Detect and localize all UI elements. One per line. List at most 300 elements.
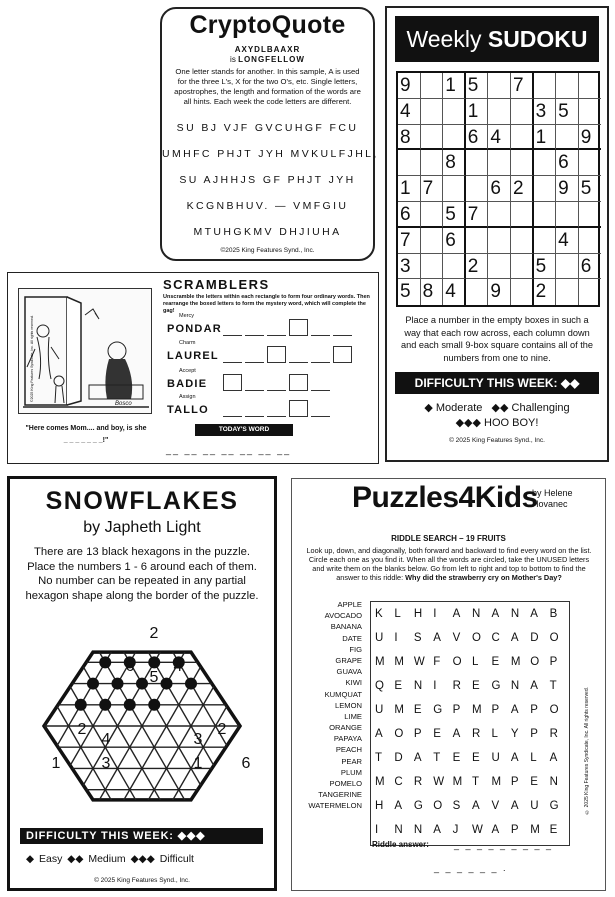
- snowflakes-copyright: © 2025 King Features Synd., Inc.: [94, 877, 190, 884]
- word-search-letter[interactable]: N: [394, 824, 403, 836]
- scrambler-boxed-blank[interactable]: [289, 400, 308, 417]
- sudoku-cell[interactable]: [534, 228, 557, 254]
- word-search-letter[interactable]: E: [472, 680, 480, 692]
- level-moderate: ◆ Moderate: [424, 402, 483, 415]
- scrambler-boxed-blank[interactable]: [267, 346, 286, 363]
- scrambler-hint: Charm: [179, 340, 196, 346]
- snowflake-number: 1: [193, 755, 203, 772]
- word-search-letter[interactable]: T: [472, 776, 480, 788]
- word-search-letter[interactable]: I: [433, 680, 437, 692]
- word-search-grid: [370, 601, 570, 846]
- sudoku-cell[interactable]: [511, 125, 534, 151]
- word-search-letter[interactable]: A: [510, 800, 519, 812]
- sudoku-cell[interactable]: [443, 254, 466, 280]
- author-line-2: Hovanec: [532, 499, 568, 509]
- cryptoquote-sample-answer: [162, 55, 373, 64]
- word-search-letter[interactable]: E: [491, 656, 500, 668]
- snowflakes-title: SNOWFLAKES: [45, 487, 239, 515]
- word-search-letter[interactable]: K: [375, 608, 383, 620]
- sudoku-cell[interactable]: [579, 150, 602, 176]
- word-search-letter[interactable]: H: [375, 800, 384, 812]
- scrambler-blank[interactable]: [245, 374, 264, 391]
- sudoku-cell: 6: [556, 150, 579, 176]
- word-search-letter[interactable]: U: [491, 752, 500, 764]
- word-search-letter[interactable]: W: [413, 656, 425, 668]
- word-search-letter[interactable]: H: [413, 608, 423, 620]
- fruit-word: POMELO: [329, 779, 362, 788]
- sudoku-cell[interactable]: [466, 176, 489, 202]
- scrambler-blank[interactable]: [289, 346, 308, 363]
- snowflake-number: 6: [241, 755, 251, 772]
- sudoku-cell[interactable]: [466, 150, 489, 176]
- sudoku-cell[interactable]: [579, 279, 602, 305]
- sudoku-cell[interactable]: [421, 202, 444, 228]
- snowflakes-author: by Japheth Light: [83, 519, 201, 536]
- word-search-letter[interactable]: P: [549, 656, 558, 668]
- snowflake-number: 5: [149, 669, 159, 686]
- word-search-letter[interactable]: U: [375, 632, 384, 644]
- sudoku-cell[interactable]: [466, 279, 489, 305]
- word-search-letter[interactable]: G: [549, 800, 559, 812]
- word-search-letter[interactable]: C: [491, 632, 500, 644]
- word-search-letter[interactable]: G: [413, 800, 423, 812]
- scrambler-blank[interactable]: [267, 319, 286, 336]
- scrambler-blank[interactable]: [267, 400, 286, 417]
- sudoku-cell[interactable]: [488, 99, 511, 125]
- sudoku-title-light: Weekly: [406, 26, 482, 52]
- word-search-letter[interactable]: A: [530, 680, 538, 692]
- word-search-letter[interactable]: P: [530, 728, 538, 740]
- word-search-letter[interactable]: T: [549, 680, 557, 692]
- scrambler-boxed-blank[interactable]: [289, 319, 308, 336]
- word-search-letter[interactable]: R: [452, 680, 461, 692]
- snowflake-number: 2: [149, 626, 159, 642]
- word-search-letter[interactable]: P: [491, 704, 500, 716]
- snowflake-puzzle-grid: [20, 626, 264, 826]
- sudoku-cell: 2: [466, 254, 489, 280]
- scrambler-blank[interactable]: [311, 319, 330, 336]
- caption-text: "Here comes Mom.... and boy, is she: [25, 425, 147, 432]
- word-search-letter[interactable]: B: [549, 608, 558, 620]
- word-search-letter[interactable]: O: [549, 704, 559, 716]
- sudoku-cell: 4: [556, 228, 579, 254]
- word-search-letter[interactable]: A: [413, 752, 422, 764]
- sudoku-cell[interactable]: [556, 254, 579, 280]
- scramblers-caption: [16, 423, 156, 447]
- word-search-letter[interactable]: P: [510, 776, 519, 788]
- sudoku-cell[interactable]: [511, 202, 534, 228]
- sudoku-cell[interactable]: [488, 228, 511, 254]
- scramblers-title: SCRAMBLERS: [163, 277, 270, 292]
- word-search-letter[interactable]: L: [530, 752, 537, 764]
- word-search-letter[interactable]: O: [452, 656, 462, 668]
- puzzles4kids-title: Puzzles4Kids: [352, 481, 538, 514]
- word-search-row: [375, 677, 569, 701]
- sudoku-cell: 4: [398, 99, 421, 125]
- word-search-letter[interactable]: A: [510, 752, 519, 764]
- word-search-letter[interactable]: A: [510, 704, 519, 716]
- sudoku-cell: 8: [398, 125, 421, 151]
- sudoku-cell[interactable]: [556, 279, 579, 305]
- word-search-letter[interactable]: A: [530, 608, 538, 620]
- riddle-search-title: RIDDLE SEARCH – 19 FRUITS: [391, 534, 506, 543]
- word-search-letter[interactable]: U: [375, 704, 384, 716]
- word-search-letter[interactable]: D: [394, 752, 403, 764]
- fruit-word: LEMON: [334, 700, 362, 710]
- word-search-letter[interactable]: F: [433, 656, 441, 668]
- sudoku-cell: 6: [443, 228, 466, 254]
- word-search-letter[interactable]: E: [433, 728, 441, 740]
- sudoku-difficulty: DIFFICULTY THIS WEEK: ◆◆: [395, 372, 599, 394]
- word-search-letter[interactable]: Y: [510, 728, 519, 740]
- word-search-letter[interactable]: S: [413, 632, 422, 644]
- snowflakes-panel: [7, 476, 277, 891]
- sudoku-panel: [385, 6, 609, 462]
- sudoku-cell[interactable]: [443, 176, 466, 202]
- scrambler-blank[interactable]: [223, 346, 242, 363]
- word-search-letter[interactable]: U: [530, 800, 539, 812]
- sudoku-cell[interactable]: [556, 125, 579, 151]
- snowflake-number: 3: [101, 755, 111, 772]
- snowflake-number: 6: [125, 658, 135, 675]
- sample-is: is: [230, 55, 236, 64]
- word-search-letter[interactable]: O: [472, 632, 481, 644]
- word-search-letter[interactable]: A: [549, 752, 558, 764]
- sudoku-cell[interactable]: [488, 73, 511, 99]
- word-search-letter[interactable]: V: [491, 800, 500, 812]
- word-search-letter[interactable]: O: [394, 728, 404, 740]
- sudoku-cell: 2: [511, 176, 534, 202]
- sudoku-cell[interactable]: [398, 150, 421, 176]
- sudoku-title: [395, 16, 599, 62]
- word-search-letter[interactable]: M: [530, 824, 540, 836]
- sudoku-cell[interactable]: [421, 99, 444, 125]
- word-search-letter[interactable]: A: [394, 800, 403, 812]
- scrambler-blanks: [223, 319, 352, 336]
- sudoku-cell[interactable]: [511, 254, 534, 280]
- scrambler-hint: Mercy: [179, 313, 194, 319]
- word-search-letter[interactable]: C: [394, 776, 403, 788]
- word-search-letter[interactable]: M: [452, 776, 463, 788]
- word-search-letter[interactable]: M: [394, 656, 404, 668]
- word-search-letter[interactable]: L: [491, 728, 498, 740]
- riddle-answer-label: Riddle answer:: [372, 840, 429, 849]
- word-search-letter[interactable]: G: [491, 680, 501, 692]
- word-search-row: [375, 725, 569, 749]
- sudoku-cell: 7: [421, 176, 444, 202]
- sudoku-cell[interactable]: [511, 99, 534, 125]
- sudoku-cell: 1: [534, 125, 557, 151]
- sudoku-cell: 8: [421, 279, 444, 305]
- word-search-letter[interactable]: N: [549, 776, 558, 788]
- word-search-letter[interactable]: N: [472, 608, 481, 620]
- word-search-letter[interactable]: A: [452, 608, 461, 620]
- sudoku-cell: 7: [511, 73, 534, 99]
- fruit-word: AVOCADO: [324, 611, 362, 621]
- fruit-word: GRAPE: [335, 655, 362, 665]
- word-search-letter[interactable]: E: [472, 752, 480, 764]
- word-search-letter[interactable]: M: [375, 656, 385, 668]
- scrambler-blank[interactable]: [245, 400, 264, 417]
- word-search-letter[interactable]: R: [472, 728, 481, 740]
- word-search-letter[interactable]: A: [510, 632, 519, 644]
- word-search-letter[interactable]: M: [491, 776, 502, 788]
- black-hexagon-node: [136, 678, 148, 690]
- scrambler-blank[interactable]: [245, 319, 264, 336]
- snowflake-number: 1: [51, 755, 61, 772]
- fruit-word: TANGERINE: [318, 790, 362, 800]
- sudoku-instructions: Place a number in the empty boxes in such a way that each row across, each column down and each small 9-box square contains all of the numbers from one to nine.: [400, 315, 594, 363]
- scrambler-blank[interactable]: [223, 319, 242, 336]
- word-search-letter[interactable]: Q: [375, 680, 384, 692]
- fruit-word: FIG: [349, 644, 362, 654]
- sudoku-cell[interactable]: [421, 73, 444, 99]
- word-search-letter[interactable]: M: [394, 704, 404, 716]
- sudoku-cell: 6: [488, 176, 511, 202]
- scrambler-blanks: [223, 400, 330, 417]
- sudoku-cell: 7: [466, 202, 489, 228]
- sudoku-cell[interactable]: [534, 176, 557, 202]
- scrambler-boxed-blank[interactable]: [333, 346, 352, 363]
- cryptoquote-line: SU AJHHJS GF PHJT JYH: [179, 174, 356, 186]
- sudoku-cell: 5: [579, 176, 602, 202]
- sudoku-cell: 6: [579, 254, 602, 280]
- black-hexagon-node: [75, 699, 87, 711]
- snowflake-number: 2: [217, 721, 227, 738]
- fruit-word: PEACH: [335, 745, 362, 755]
- snowflakes-instructions: There are 13 black hexagons in the puzzle. Place the numbers 1 - 6 around each of them. No number can be repeated in any partial hexagon shape along the border of the puzzle.: [25, 546, 259, 602]
- scrambler-blank[interactable]: [223, 400, 242, 417]
- sudoku-cell: 9: [556, 176, 579, 202]
- sudoku-cell[interactable]: [421, 150, 444, 176]
- word-search-row: [375, 797, 569, 821]
- scrambler-blank[interactable]: [311, 346, 330, 363]
- scrambler-word: [163, 394, 375, 426]
- author-line-1: by Helene: [532, 488, 573, 498]
- sudoku-cell[interactable]: [556, 73, 579, 99]
- sudoku-cell[interactable]: [488, 202, 511, 228]
- scrambler-blank[interactable]: [245, 346, 264, 363]
- sudoku-cell[interactable]: [488, 254, 511, 280]
- snowflake-number: 3: [193, 731, 203, 748]
- sudoku-cell[interactable]: [579, 228, 602, 254]
- word-search-letter[interactable]: I: [375, 824, 379, 836]
- word-search-letter[interactable]: N: [413, 824, 423, 836]
- sudoku-cell[interactable]: [579, 202, 602, 228]
- scrambler-blank[interactable]: [311, 400, 330, 417]
- word-search-row: [375, 605, 569, 629]
- caption-blank: _ _ _ _ _ _ _!": [63, 437, 109, 444]
- riddle-answer-blanks-1[interactable]: _ _ _ _ _ _ _ _ _: [454, 840, 554, 850]
- word-search-letter[interactable]: R: [413, 776, 423, 788]
- cryptoquote-line: KCGNBHUV. — VMFGIU: [186, 200, 349, 212]
- word-search-row: [375, 629, 569, 653]
- riddle-answer-blanks-2[interactable]: _ _ _ _ _ _ .: [434, 863, 508, 873]
- scrambler-blank[interactable]: [311, 374, 330, 391]
- sudoku-cell[interactable]: [443, 125, 466, 151]
- snowflake-number: 4: [101, 731, 111, 748]
- word-search-letter[interactable]: W: [433, 776, 445, 788]
- word-search-letter[interactable]: D: [530, 632, 539, 644]
- word-search-letter[interactable]: M: [472, 704, 482, 716]
- cryptoquote-line: UMHFC PHJT JYH MVKULFJHL,: [162, 148, 379, 160]
- sudoku-cell: 3: [398, 254, 421, 280]
- sudoku-cell[interactable]: [466, 228, 489, 254]
- sudoku-cell[interactable]: [421, 125, 444, 151]
- word-search-letter[interactable]: E: [394, 680, 403, 692]
- scrambler-blanks: [223, 346, 352, 363]
- sudoku-title-bold: SUDOKU: [487, 26, 588, 52]
- fruit-word: PAPAYA: [333, 734, 362, 744]
- sudoku-cell: 5: [466, 73, 489, 99]
- word-search-letter[interactable]: E: [549, 824, 558, 836]
- sudoku-cell: 4: [443, 279, 466, 305]
- word-search-letter[interactable]: A: [472, 800, 480, 812]
- sudoku-cell: 7: [398, 228, 421, 254]
- black-hexagon-node: [148, 699, 160, 711]
- scrambler-jumble: BADIE: [167, 378, 208, 390]
- sudoku-cell: 5: [556, 99, 579, 125]
- snowflake-number: 4: [173, 658, 183, 675]
- word-search-letter[interactable]: O: [530, 656, 540, 668]
- word-search-letter[interactable]: N: [413, 680, 423, 692]
- sudoku-cell[interactable]: [488, 150, 511, 176]
- scrambler-blank[interactable]: [267, 374, 286, 391]
- word-search-letter[interactable]: J: [452, 824, 459, 836]
- cryptoquote-lines: [162, 115, 379, 245]
- puzzles4kids-author: [532, 488, 573, 510]
- sudoku-cell: 5: [443, 202, 466, 228]
- sudoku-cell: 6: [466, 125, 489, 151]
- black-hexagon-node: [87, 678, 99, 690]
- black-hexagon-node: [185, 678, 197, 690]
- puzzles4kids-panel: [291, 478, 606, 891]
- sample-answer: LONGFELLOW: [238, 55, 305, 64]
- word-search-letter[interactable]: P: [530, 704, 538, 716]
- sudoku-cell: 9: [488, 279, 511, 305]
- word-search-letter[interactable]: A: [375, 728, 383, 740]
- sudoku-cell[interactable]: [556, 202, 579, 228]
- lattice-line: [20, 626, 37, 826]
- word-search-letter[interactable]: M: [375, 776, 385, 788]
- word-search-letter[interactable]: E: [530, 776, 538, 788]
- word-search-letter[interactable]: E: [413, 704, 422, 716]
- word-search-letter[interactable]: T: [375, 752, 383, 764]
- word-search-letter[interactable]: L: [394, 608, 401, 620]
- word-search-letter[interactable]: E: [452, 752, 461, 764]
- sudoku-copyright: © 2025 King Features Synd., Inc.: [449, 437, 545, 445]
- word-search-letter[interactable]: I: [394, 632, 398, 644]
- scrambler-jumble: TALLO: [167, 404, 209, 416]
- word-search-row: [375, 773, 569, 797]
- fruit-word: APPLE: [337, 600, 362, 609]
- cryptoquote-copyright: ©2025 King Features Synd., Inc.: [220, 247, 315, 254]
- sudoku-cell[interactable]: [511, 150, 534, 176]
- word-search-letter[interactable]: G: [433, 704, 443, 716]
- fruit-word: BANANA: [330, 622, 362, 632]
- sudoku-cell: 9: [398, 73, 421, 99]
- black-hexagon-node: [99, 656, 111, 668]
- scramblers-panel: [7, 272, 379, 464]
- cryptoquote-title: CryptoQuote: [189, 11, 346, 39]
- sudoku-cell[interactable]: [534, 202, 557, 228]
- cartoon-signature: Bosco: [115, 401, 132, 407]
- sudoku-cell: 1: [398, 176, 421, 202]
- word-search-letter[interactable]: I: [433, 608, 437, 620]
- sudoku-cell: 1: [443, 73, 466, 99]
- sudoku-cell[interactable]: [579, 73, 602, 99]
- word-search-row: [375, 653, 569, 677]
- todays-word-label: TODAY'S WORD: [195, 424, 293, 436]
- sudoku-cell[interactable]: [421, 228, 444, 254]
- word-search-letter[interactable]: N: [510, 608, 520, 620]
- word-search-letter[interactable]: L: [472, 656, 479, 668]
- fruit-word: PEAR: [341, 756, 362, 766]
- sudoku-cell[interactable]: [534, 73, 557, 99]
- word-search-letter[interactable]: A: [433, 824, 441, 836]
- lattice-line: [20, 626, 37, 826]
- fruit-word: WATERMELON: [308, 801, 362, 811]
- sudoku-cell[interactable]: [511, 279, 534, 305]
- scrambler-hint: Accept: [179, 368, 196, 374]
- word-search-letter[interactable]: P: [510, 824, 519, 836]
- cartoon-credit: ©2025 King Features Syndicate, Inc. All rights reserved.: [30, 315, 34, 402]
- scrambler-boxed-blank[interactable]: [223, 374, 242, 391]
- scrambler-blank[interactable]: [333, 319, 352, 336]
- scrambler-boxed-blank[interactable]: [289, 374, 308, 391]
- word-search-letter[interactable]: A: [491, 824, 500, 836]
- word-search-letter[interactable]: S: [452, 800, 461, 812]
- riddle-instructions-text: Look up, down, and diagonally, both forward and backward to find every word on the list. Circle each one as you find it. When all the words are circled, take the UNUSED letters and write them on the blanks below. Go from left to right and top to bottom to find the answer to this riddle:: [306, 546, 592, 582]
- fruit-word: PLUM: [340, 767, 362, 777]
- cryptoquote-sample-code: AXYDLBAAXR: [234, 45, 301, 54]
- sudoku-cell[interactable]: [421, 254, 444, 280]
- word-search-letter[interactable]: O: [549, 632, 559, 644]
- todays-word-blanks[interactable]: __ __ __ __ __ __ __: [166, 445, 292, 455]
- riddle-question: Why did the strawberry cry on Mother's Day?: [405, 573, 562, 582]
- black-hexagon-node: [161, 678, 173, 690]
- word-search-letter[interactable]: V: [452, 632, 461, 644]
- word-search-letter[interactable]: R: [549, 728, 558, 740]
- sudoku-cell: 6: [398, 202, 421, 228]
- word-search-letter[interactable]: P: [452, 704, 461, 716]
- sudoku-cell: 3: [534, 99, 557, 125]
- word-search-letter[interactable]: W: [472, 824, 483, 836]
- sudoku-cell: 8: [443, 150, 466, 176]
- fruit-word: DATE: [342, 633, 362, 643]
- word-search-letter[interactable]: M: [510, 656, 521, 668]
- word-search-letter[interactable]: O: [433, 800, 443, 812]
- riddle-instructions: [306, 546, 592, 582]
- fruit-word: ORANGE: [329, 723, 362, 733]
- word-search-letter[interactable]: A: [491, 608, 500, 620]
- sudoku-cell[interactable]: [511, 228, 534, 254]
- sudoku-cell: 4: [488, 125, 511, 151]
- word-search-letter[interactable]: T: [433, 752, 441, 764]
- word-search-letter[interactable]: A: [452, 728, 461, 740]
- sudoku-cell[interactable]: [579, 99, 602, 125]
- cryptoquote-panel: [160, 7, 379, 261]
- snowflakes-levels: ◆ Easy ◆◆ Medium ◆◆◆ Difficult: [26, 853, 194, 865]
- sudoku-cell[interactable]: [443, 99, 466, 125]
- sudoku-grid: [396, 71, 600, 307]
- word-search-letter[interactable]: A: [433, 632, 441, 644]
- sudoku-cell: 9: [579, 125, 602, 151]
- scramblers-cartoon: [18, 288, 152, 414]
- word-search-letter[interactable]: N: [510, 680, 520, 692]
- sudoku-cell[interactable]: [534, 150, 557, 176]
- word-search-letter[interactable]: P: [413, 728, 422, 740]
